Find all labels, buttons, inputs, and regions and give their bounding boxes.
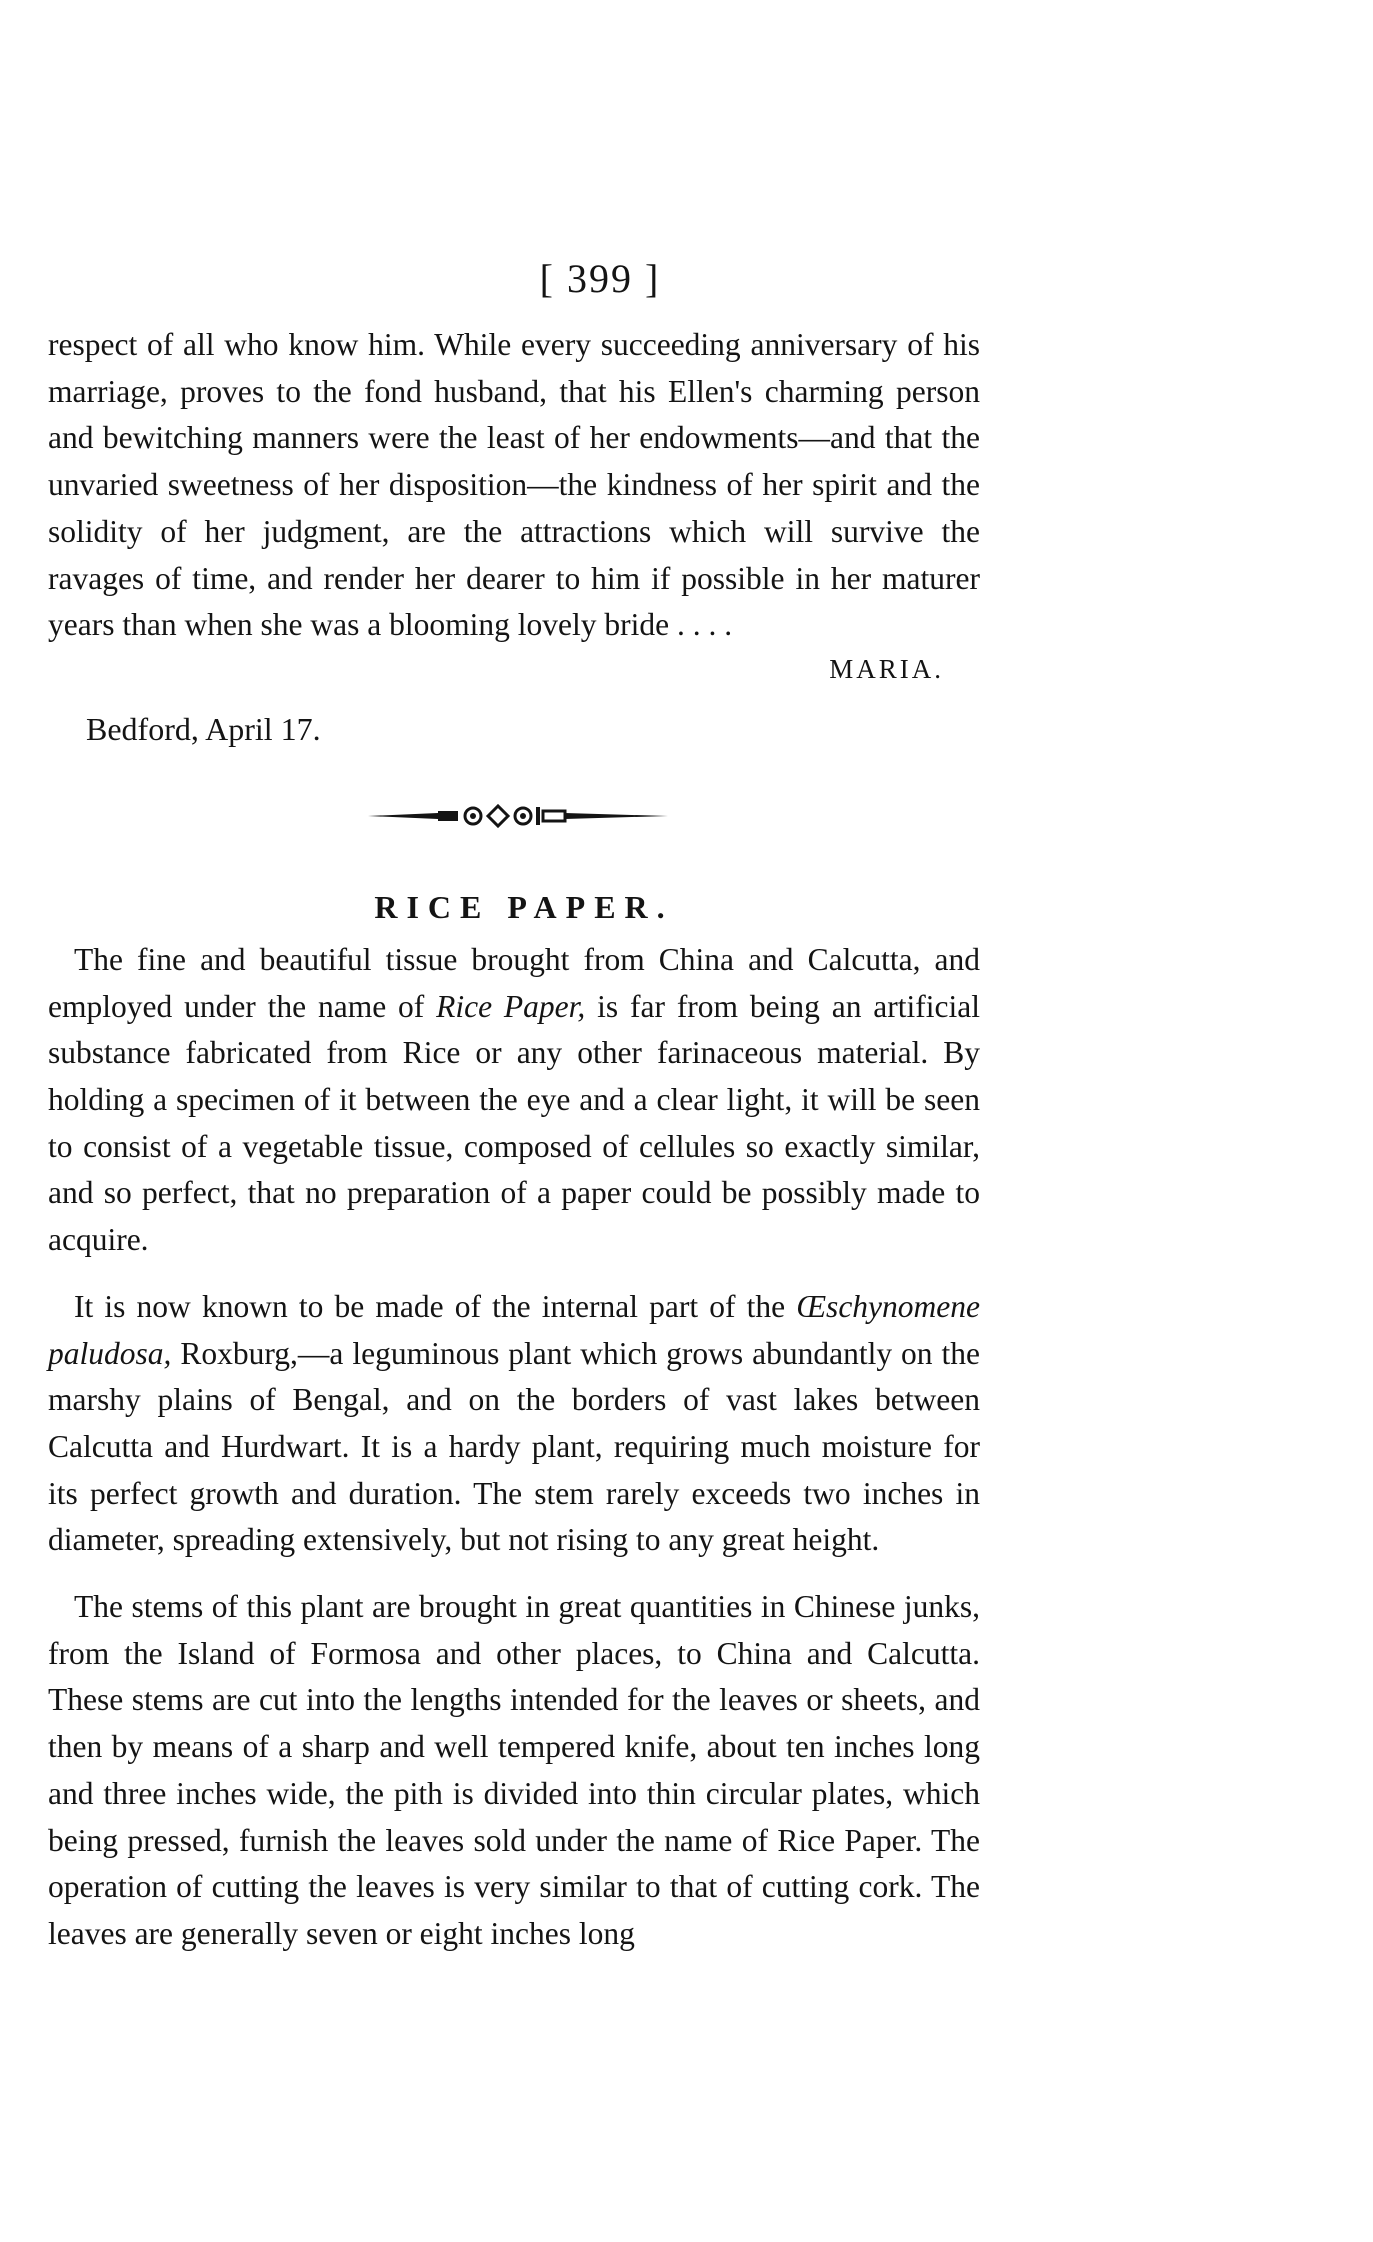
article-paragraph-3: The stems of this plant are brought in great quantities in Chinese junks, from the Island of Formosa and other places, to China and Calcutta. These stems are cut into the lengths intended for the leaves or sheets, and then by means of a sharp and well tempered knife, about ten inches long and three inches wide, the pith is divided into thin circular plates, which being pressed, furnish the leaves sold under the name of Rice Paper. The operation of cutting the leaves is very similar to that of cutting cork. The leaves are generally seven or eight inches long xyxy=(48,1589,980,1951)
paragraph-1-text-start: The fine and beautiful tissue brought from China and Calcutta, and employed under the name of xyxy=(48,941,980,1024)
paragraph-2-text-end: Roxburg,—a leguminous plant which grows abundantly on the marshy plains of Bengal, and on the borders of vast lakes between Calcutta and Hurdwart. It is a hardy plant, requiring much moisture for its perfect growth and duration. The stem rarely exceeds two inches in diameter, spreading extensively, but not rising to any great height. xyxy=(48,1335,980,1558)
author-signature: MARIA. xyxy=(829,653,944,684)
article-title: RICE PAPER. xyxy=(374,888,674,925)
page-number: [ 399 ] xyxy=(539,256,661,301)
paragraph-1-italic-term: Rice Paper, xyxy=(436,988,586,1024)
continued-paragraph: respect of all who know him. While every succeeding anniversary of his marriage, proves to the fond husband, that his Ellen's charming person and bewitching manners were the least of her endowments—and that the unvaried sweetness of her disposition—the kindness of her spirit and the solidity of her judgment, are the attractions which will survive the ravages of time, and render her dearer to him if possible in her maturer years than when she was a blooming lovely bride . . . . xyxy=(48,327,980,643)
paragraph-spacer xyxy=(48,1264,980,1284)
paragraph-1-text-end: is far from being an artificial substance fabricated from Rice or any other farinaceous material. By holding a specimen of it between the eye and a clear light, it will be seen to consist of a vegetable tissue, composed of cellules so exactly similar, and so perfect, that no preparation of a paper could be possibly made to acquire. xyxy=(48,988,980,1258)
paragraph-2-text-start: It is now known to be made of the internal part of the xyxy=(74,1288,797,1324)
article-paragraph-1 xyxy=(48,937,980,1264)
section-divider-ornament xyxy=(368,803,668,829)
dateline: Bedford, April 17. xyxy=(86,710,321,747)
article-paragraph-2 xyxy=(48,1284,980,1564)
paragraph-2-italic-term: Œschynomene paludosa, xyxy=(48,1288,980,1371)
text-column xyxy=(48,322,980,1958)
paragraph-spacer xyxy=(48,1564,980,1584)
